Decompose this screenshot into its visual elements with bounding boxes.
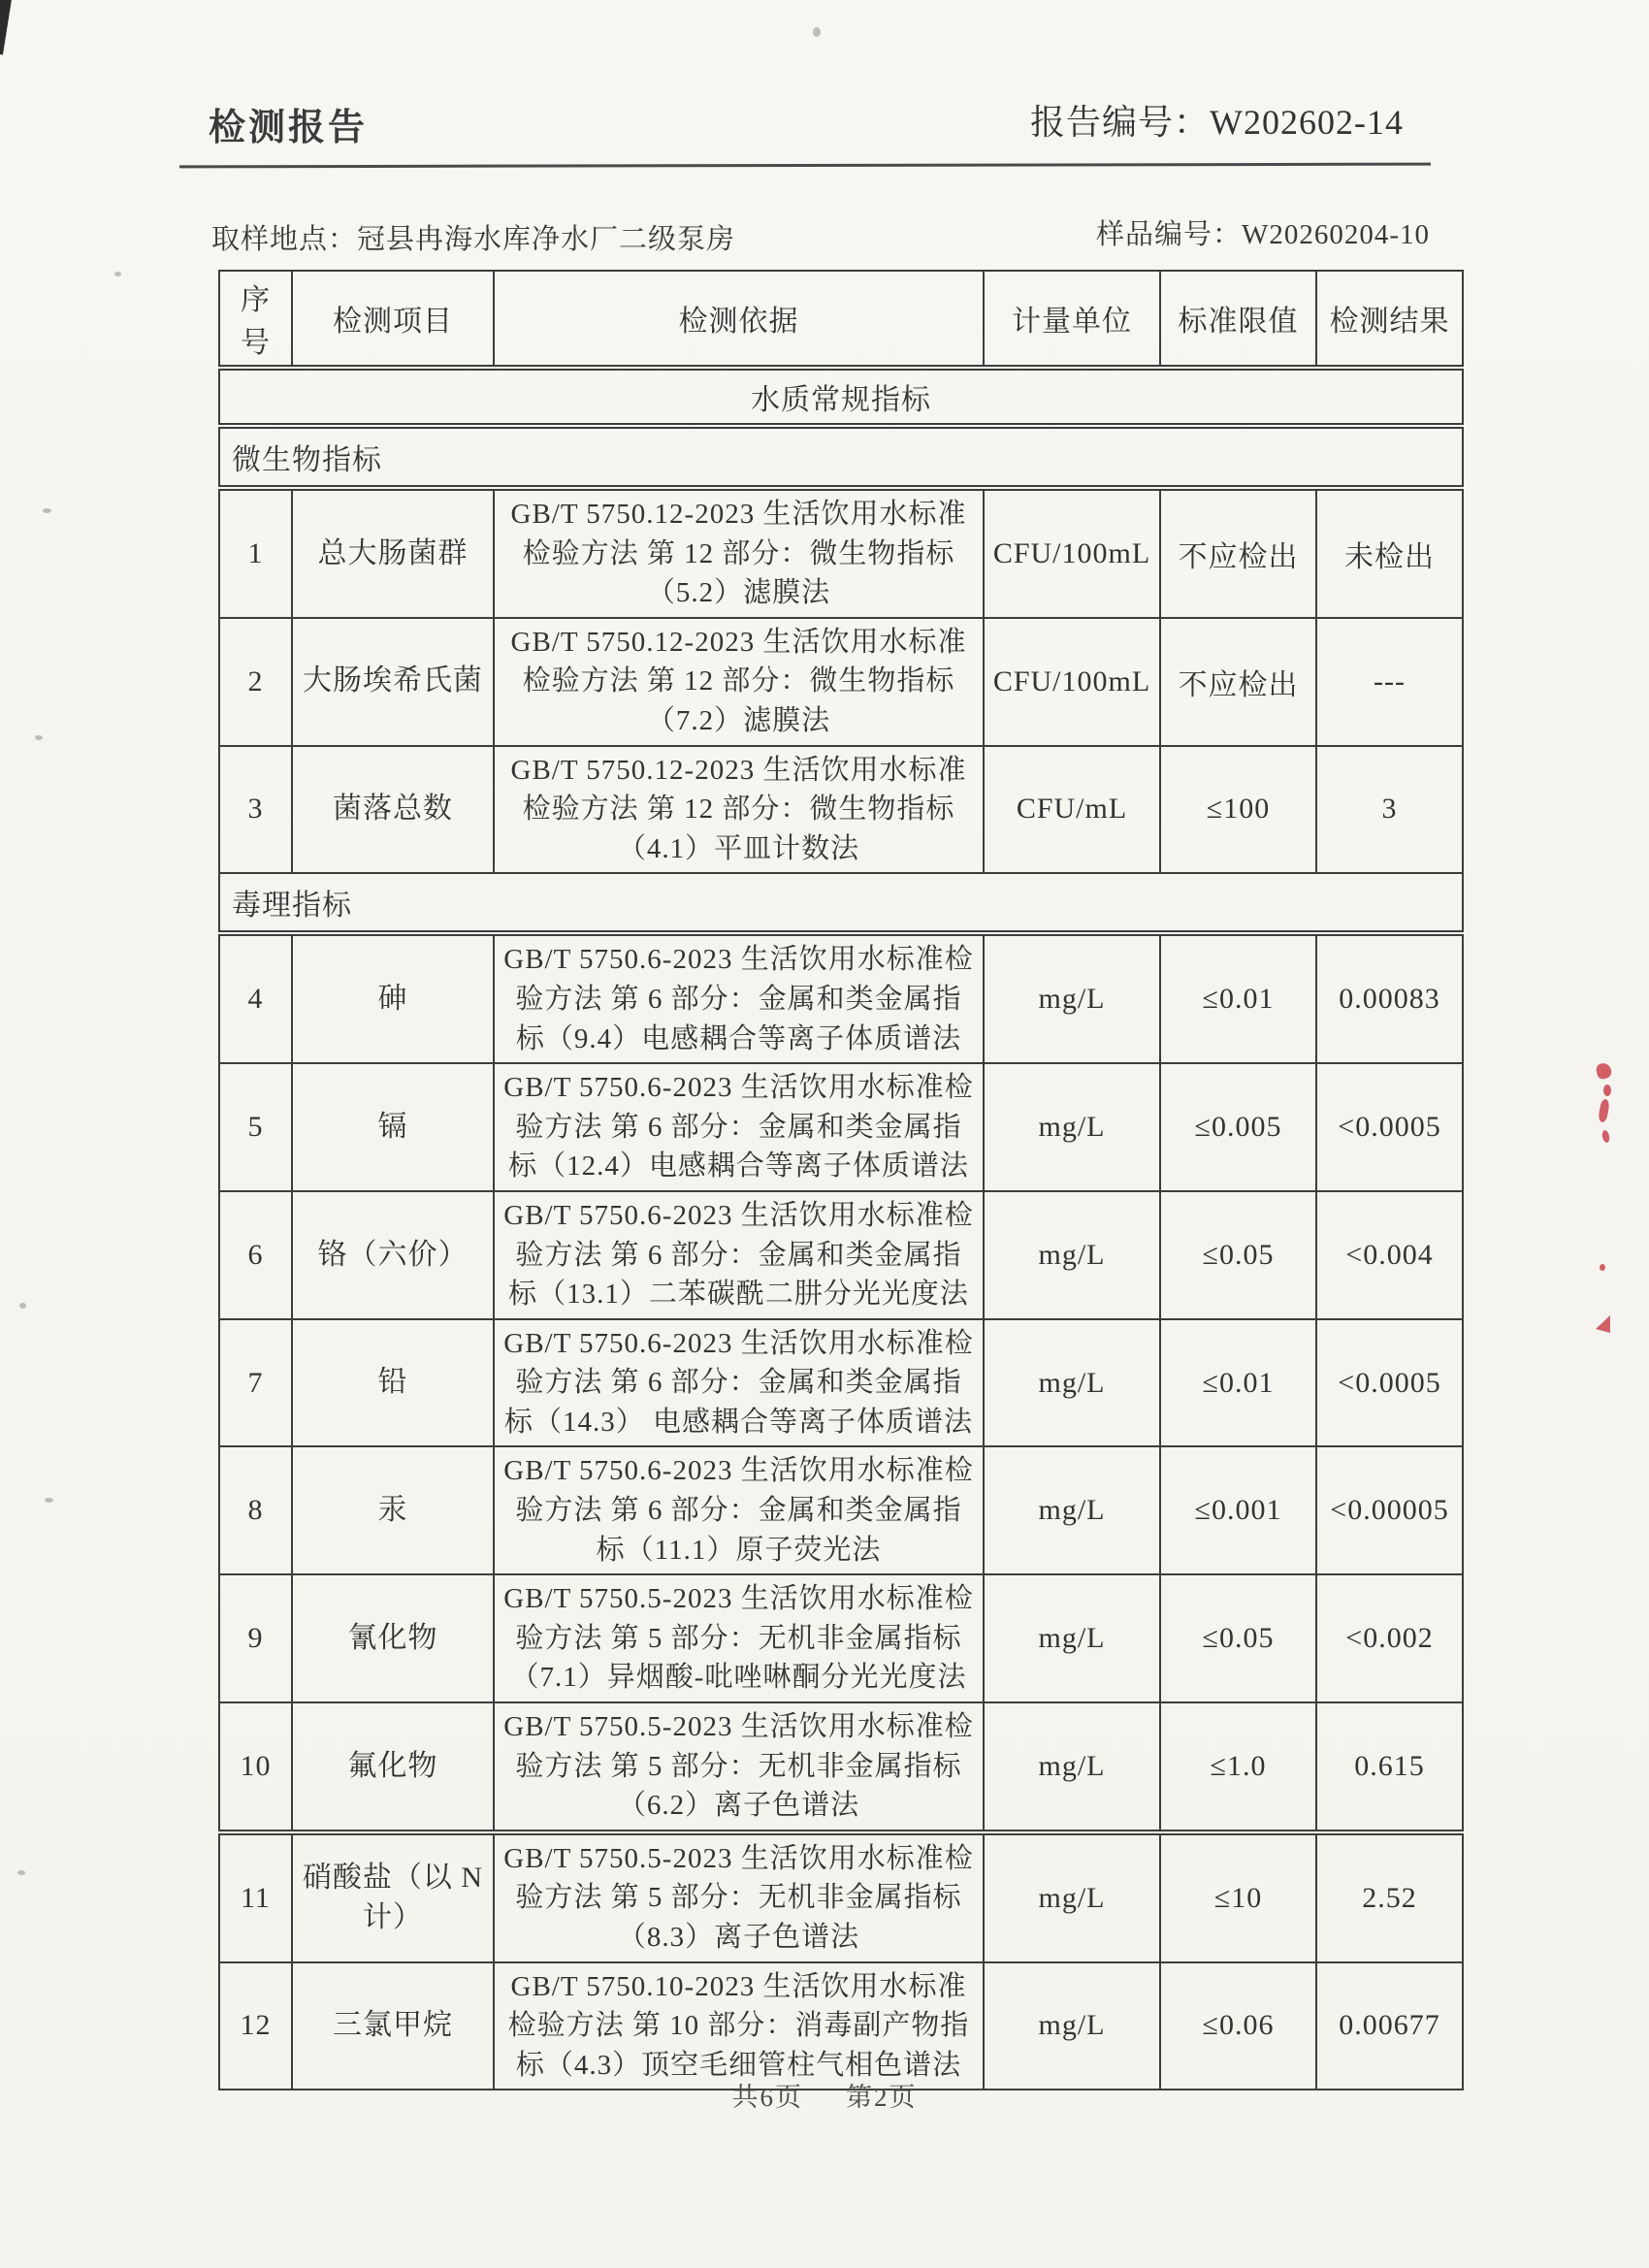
row-item-cell: 菌落总数 xyxy=(292,746,494,874)
red-ink-mark xyxy=(1595,1061,1612,1080)
row-result-cell: --- xyxy=(1316,618,1463,746)
row-no-cell: 6 xyxy=(219,1191,292,1319)
header-result: 检测结果 xyxy=(1316,271,1463,368)
row-limit-cell: 不应检出 xyxy=(1160,488,1316,618)
red-ink-mark xyxy=(1596,1315,1610,1333)
row-method-cell: GB/T 5750.12-2023 生活饮用水标准检验方法 第 12 部分：微生物指标（5.2）滤膜法 xyxy=(494,488,984,618)
row-unit-cell: mg/L xyxy=(984,1319,1160,1447)
row-no-cell: 10 xyxy=(219,1702,292,1832)
section-title: 水质常规指标 xyxy=(219,368,1463,426)
row-result-cell: 0.615 xyxy=(1316,1702,1463,1832)
row-item-cell: 镉 xyxy=(292,1063,494,1191)
row-result-cell: 3 xyxy=(1316,746,1463,874)
header-unit: 计量单位 xyxy=(984,271,1160,368)
row-result-cell: 未检出 xyxy=(1316,488,1463,618)
header-no: 序号 xyxy=(219,271,292,368)
table-row xyxy=(219,618,1463,746)
row-item-cell: 铬（六价） xyxy=(292,1191,494,1319)
row-limit-cell: ≤0.05 xyxy=(1160,1191,1316,1319)
header-divider xyxy=(179,163,1431,169)
page-footer xyxy=(0,2076,1649,2114)
row-method-cell: GB/T 5750.12-2023 生活饮用水标准检验方法 第 12 部分：微生物指标（7.2）滤膜法 xyxy=(494,618,984,746)
row-item-cell: 氰化物 xyxy=(292,1574,494,1702)
row-item-cell: 铅 xyxy=(292,1319,494,1447)
row-method-cell: GB/T 5750.10-2023 生活饮用水标准检验方法 第 10 部分：消毒副产物指标（4.3）顶空毛细管柱气相色谱法 xyxy=(494,1962,984,2090)
scan-speck xyxy=(17,1870,25,1875)
row-method-cell: GB/T 5750.5-2023 生活饮用水标准检验方法 第 5 部分：无机非金属指标（7.1）异烟酸-吡唑啉酮分光光度法 xyxy=(494,1574,984,1702)
row-limit-cell: ≤0.001 xyxy=(1160,1446,1316,1574)
row-unit-cell: mg/L xyxy=(984,1191,1160,1319)
scan-speck xyxy=(35,735,43,740)
report-number xyxy=(1030,95,1404,145)
row-limit-cell: 不应检出 xyxy=(1160,618,1316,746)
red-ink-mark xyxy=(1598,1098,1610,1122)
row-limit-cell: ≤10 xyxy=(1160,1832,1316,1962)
report-number-label: 报告编号： xyxy=(1030,103,1211,142)
row-method-cell: GB/T 5750.6-2023 生活饮用水标准检验方法 第 6 部分：金属和类金属指标（11.1）原子荧光法 xyxy=(494,1446,984,1574)
row-unit-cell: mg/L xyxy=(984,1832,1160,1962)
scan-corner-mark xyxy=(0,0,13,55)
sampling-location-value: 冠县冉海水库净水厂二级泵房 xyxy=(357,224,736,255)
row-result-cell: 0.00677 xyxy=(1316,1962,1463,2090)
row-unit-cell: mg/L xyxy=(984,1574,1160,1702)
table-row xyxy=(219,746,1463,874)
footer-total-pages: 共6页 xyxy=(731,2083,803,2112)
row-result-cell: <0.0005 xyxy=(1316,1063,1463,1191)
row-limit-cell: ≤0.01 xyxy=(1160,1319,1316,1447)
row-no-cell: 1 xyxy=(219,488,292,618)
red-ink-mark xyxy=(1601,1129,1611,1143)
scan-speck xyxy=(114,272,121,276)
row-item-cell: 大肠埃希氏菌 xyxy=(292,618,494,746)
sample-number-label: 样品编号： xyxy=(1096,219,1243,250)
report-number-value: W202602-14 xyxy=(1210,103,1404,142)
row-item-cell: 砷 xyxy=(292,933,494,1063)
row-no-cell: 7 xyxy=(219,1319,292,1447)
row-limit-cell: ≤0.05 xyxy=(1160,1574,1316,1702)
row-no-cell: 2 xyxy=(219,618,292,746)
row-limit-cell: ≤0.01 xyxy=(1160,933,1316,1063)
table-row xyxy=(219,933,1463,1063)
table-row xyxy=(219,488,1463,618)
row-item-cell: 总大肠菌群 xyxy=(292,488,494,618)
row-no-cell: 12 xyxy=(219,1962,292,2090)
table-row xyxy=(219,1574,1463,1702)
row-result-cell: <0.00005 xyxy=(1316,1446,1463,1574)
row-method-cell: GB/T 5750.6-2023 生活饮用水标准检验方法 第 6 部分：金属和类金属指标（12.4）电感耦合等离子体质谱法 xyxy=(494,1063,984,1191)
row-result-cell: <0.002 xyxy=(1316,1574,1463,1702)
row-result-cell: <0.004 xyxy=(1316,1191,1463,1319)
row-limit-cell: ≤100 xyxy=(1160,746,1316,874)
row-method-cell: GB/T 5750.12-2023 生活饮用水标准检验方法 第 12 部分：微生物指标（4.1）平皿计数法 xyxy=(494,746,984,874)
row-result-cell: 0.00083 xyxy=(1316,933,1463,1063)
row-unit-cell: mg/L xyxy=(984,1063,1160,1191)
header-method: 检测依据 xyxy=(494,271,984,368)
table-header-row xyxy=(219,271,1463,368)
row-unit-cell: mg/L xyxy=(984,933,1160,1063)
row-unit-cell: CFU/100mL xyxy=(984,618,1160,746)
red-ink-mark xyxy=(1600,1264,1605,1271)
footer-current-page: 第2页 xyxy=(846,2083,918,2112)
row-unit-cell: mg/L xyxy=(984,1446,1160,1574)
header-limit: 标准限值 xyxy=(1160,271,1316,368)
sample-number-value: W20260204-10 xyxy=(1242,219,1431,250)
row-result-cell: 2.52 xyxy=(1316,1832,1463,1962)
row-item-cell: 硝酸盐（以 N 计） xyxy=(292,1832,494,1962)
row-no-cell: 9 xyxy=(219,1574,292,1702)
scan-speck xyxy=(19,1303,26,1309)
row-method-cell: GB/T 5750.5-2023 生活饮用水标准检验方法 第 5 部分：无机非金属指标（8.3）离子色谱法 xyxy=(494,1832,984,1962)
row-unit-cell: mg/L xyxy=(984,1702,1160,1832)
row-limit-cell: ≤1.0 xyxy=(1160,1702,1316,1832)
row-no-cell: 4 xyxy=(219,933,292,1063)
row-method-cell: GB/T 5750.6-2023 生活饮用水标准检验方法 第 6 部分：金属和类金属指标（14.3） 电感耦合等离子体质谱法 xyxy=(494,1319,984,1447)
indicator-group-row xyxy=(219,873,1463,933)
sampling-location xyxy=(211,217,735,257)
scan-speck xyxy=(43,508,51,513)
row-no-cell: 3 xyxy=(219,746,292,874)
row-no-cell: 5 xyxy=(219,1063,292,1191)
row-item-cell: 汞 xyxy=(292,1446,494,1574)
header-item: 检测项目 xyxy=(292,271,494,368)
table-row xyxy=(219,1832,1463,1962)
row-no-cell: 11 xyxy=(219,1832,292,1962)
table-row xyxy=(219,1446,1463,1574)
indicator-group-label: 微生物指标 xyxy=(219,426,1463,488)
table-row xyxy=(219,1063,1463,1191)
row-limit-cell: ≤0.005 xyxy=(1160,1063,1316,1191)
results-table xyxy=(218,270,1464,2090)
row-result-cell: <0.0005 xyxy=(1316,1319,1463,1447)
indicator-group-row xyxy=(219,426,1463,488)
indicator-group-label: 毒理指标 xyxy=(219,873,1463,933)
table-row xyxy=(219,1702,1463,1832)
sampling-location-label: 取样地点： xyxy=(211,224,358,255)
sample-number xyxy=(1096,212,1430,252)
scan-speck xyxy=(45,1498,53,1503)
row-no-cell: 8 xyxy=(219,1446,292,1574)
row-method-cell: GB/T 5750.5-2023 生活饮用水标准检验方法 第 5 部分：无机非金属指标（6.2）离子色谱法 xyxy=(494,1702,984,1832)
row-item-cell: 氟化物 xyxy=(292,1702,494,1832)
red-ink-mark xyxy=(1603,1085,1611,1096)
row-method-cell: GB/T 5750.6-2023 生活饮用水标准检验方法 第 6 部分：金属和类金属指标（9.4）电感耦合等离子体质谱法 xyxy=(494,933,984,1063)
page-title: 检测报告 xyxy=(209,108,369,148)
scan-speck xyxy=(813,27,821,37)
row-item-cell: 三氯甲烷 xyxy=(292,1962,494,2090)
table-row xyxy=(219,1191,1463,1319)
row-unit-cell: CFU/mL xyxy=(984,746,1160,874)
row-limit-cell: ≤0.06 xyxy=(1160,1962,1316,2090)
row-unit-cell: CFU/100mL xyxy=(984,488,1160,618)
row-unit-cell: mg/L xyxy=(984,1962,1160,2090)
table-row xyxy=(219,1962,1463,2090)
table-row xyxy=(219,1319,1463,1447)
section-title-row xyxy=(219,368,1463,426)
row-method-cell: GB/T 5750.6-2023 生活饮用水标准检验方法 第 6 部分：金属和类金属指标（13.1）二苯碳酰二肼分光光度法 xyxy=(494,1191,984,1319)
